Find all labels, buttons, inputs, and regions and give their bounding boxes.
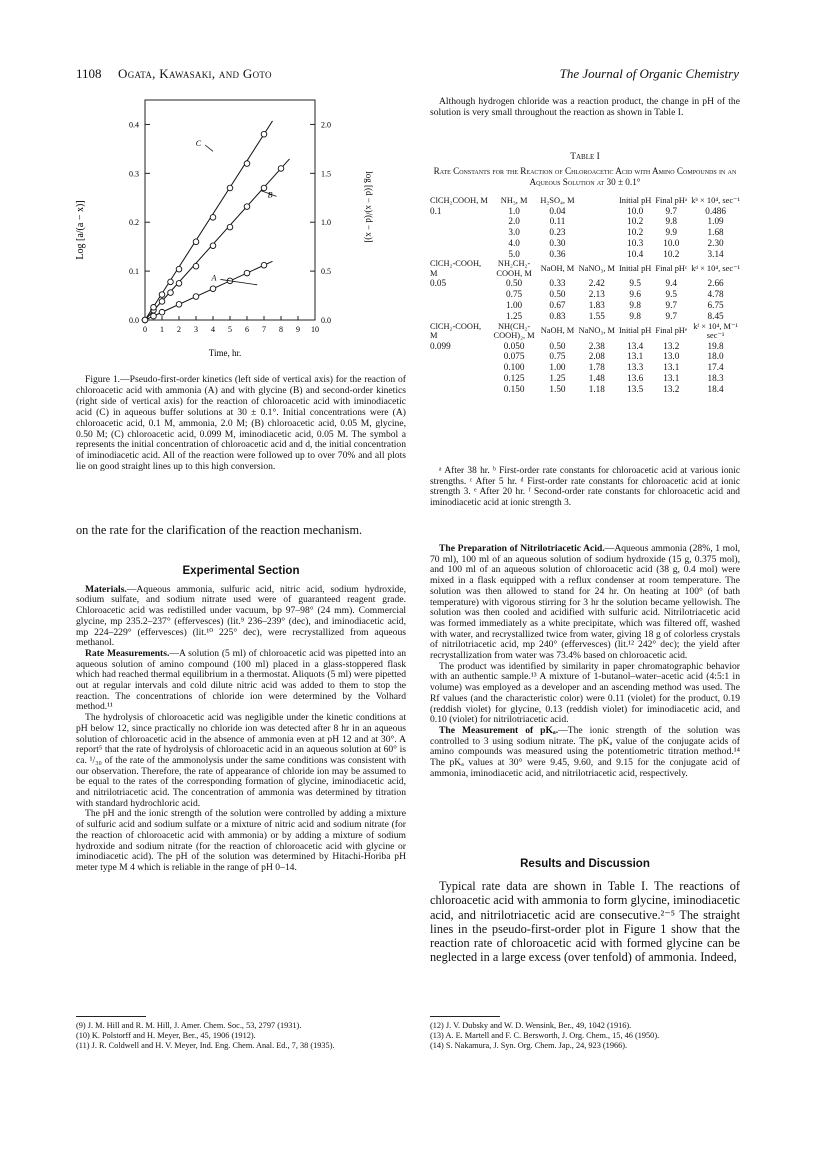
ph-paragraph <box>76 809 406 873</box>
x-tick-label: 6 <box>245 325 249 334</box>
table-cell: 18.4 <box>707 383 724 394</box>
header-cell: Final pHᶜ <box>655 264 688 274</box>
header-cell: ClCH₂-COOH, M <box>430 259 482 278</box>
data-point-C <box>227 185 233 191</box>
table-cell: 9.8 <box>629 310 641 321</box>
table-footnotes <box>430 466 740 508</box>
data-point-C <box>176 266 182 272</box>
table-cell <box>428 227 490 238</box>
left-tick-label: 0.3 <box>129 169 139 179</box>
table-cell: 2.66 <box>707 278 724 289</box>
table-cell: 9.5 <box>629 278 641 289</box>
table-cell: 4.78 <box>707 289 724 300</box>
table-cell: 13.3 <box>627 362 644 373</box>
table-cell: 1.18 <box>588 383 605 394</box>
right-references <box>430 1021 740 1051</box>
data-point-B <box>168 290 174 296</box>
reference-10: (10) K. Polstorff and H. Meyer, Ber., 45, 1906 (1912). <box>76 1031 256 1040</box>
nta-paragraph <box>430 544 740 662</box>
table-cell: 2.42 <box>588 278 605 289</box>
table-cell: 9.7 <box>665 310 677 321</box>
table-cell: 10.3 <box>627 237 644 248</box>
right-intro <box>430 97 740 118</box>
results-section <box>430 857 740 964</box>
rate-lead: Rate Measurements. <box>85 647 170 659</box>
table-cell: 0.30 <box>549 237 566 248</box>
table-cell: 9.7 <box>665 205 677 216</box>
header-cell: NH₂CH₂-COOH, M <box>496 259 532 278</box>
page-number: 1108 <box>76 66 102 81</box>
table-cell <box>577 216 617 227</box>
leader-line-A <box>220 279 257 284</box>
table-cell: 3.0 <box>508 227 520 238</box>
table-cell: 13.1 <box>663 362 680 373</box>
table-cell: 0.33 <box>549 278 566 289</box>
table-cell: 0.100 <box>503 362 525 373</box>
table-cell: 0.075 <box>503 351 525 362</box>
table-cell: 13.2 <box>663 340 680 351</box>
rate-constants-table <box>428 196 742 395</box>
table-cell: 17.4 <box>707 362 724 373</box>
figure-caption-text: Figure 1.—Pseudo-first-order kinetics (left side of vertical axis) for the reaction of chloroacetic acid with ammonia (A) and with glycine (B) and second-order kinetics (right side of vertical axis) for the reaction of chloroacetic acid with iminodiacetic acid (C) in aqueous buffer solutions at 30 ± 0.1°. Initial concentrations were (A) chloroacetic acid, 0.1 M, ammonia, 2.0 M; (B) chloroacetic acid, 0.05 M, glycine, 0.50 M; (C) chloroacetic acid, 0.099 M, iminodiacetic acid, 0.05 M. The symbol a represents the initial concentration of chloroacetic acid and d, the initial concentration of iminodiacetic acid. All of the reaction were followed up to over 70% and all plots lie on good straight lines up to this high conversion. <box>76 374 406 473</box>
continuation-text: on the rate for the clarification of the reaction mechanism. <box>76 523 363 537</box>
table-cell: 1.0 <box>508 205 520 216</box>
table-cell: 10.0 <box>627 205 644 216</box>
table-cell <box>428 373 490 384</box>
table-cell: 13.4 <box>627 340 644 351</box>
table-notes-text: ᵃ After 38 hr. ᵇ First-order rate constants for chloroacetic acid at various ionic strengths. ᶜ After 5 hr. ᵈ First-order rate constants for chloroacetic acid at ionic strength 3. ᵉ After 20 hr. ᶠ Second-order rate constants for chloroacetic acid and iminodiacetic acid at ionic strength 3. <box>430 466 740 508</box>
table-cell: 9.9 <box>665 227 677 238</box>
left-tick-label: 0.2 <box>129 218 139 228</box>
rate-paragraph <box>76 649 406 713</box>
table-cell: 2.08 <box>588 351 605 362</box>
table-cell: 10.2 <box>627 216 644 227</box>
materials-lead: Materials. <box>85 583 127 595</box>
table-cell: 0.67 <box>549 300 566 311</box>
table-cell <box>428 249 490 260</box>
table-cell: 9.7 <box>665 300 677 311</box>
table-cell: 9.8 <box>629 300 641 311</box>
table-row <box>428 300 742 311</box>
table-cell: 6.75 <box>707 300 724 311</box>
table-row <box>428 341 742 352</box>
table-cell: 0.11 <box>549 216 566 227</box>
table-cell: 13.6 <box>627 373 644 384</box>
series-line-B <box>145 159 290 320</box>
x-tick-label: 2 <box>177 325 181 334</box>
header-cell: NH(CH₂-COOH)₂, M <box>493 321 535 341</box>
data-point-C <box>210 215 216 221</box>
experimental-section <box>76 566 406 874</box>
table-cell: 9.6 <box>629 289 641 300</box>
x-tick-label: 1 <box>160 325 164 334</box>
right-experimental <box>430 544 740 779</box>
table-row <box>428 384 742 395</box>
table-cell: 13.1 <box>627 351 644 362</box>
header-cell: kᵈ × 10⁴, sec⁻¹ <box>691 264 740 274</box>
table-cell: 9.8 <box>665 216 677 227</box>
right-tick-label: 0.0 <box>321 316 331 325</box>
table-cell <box>428 300 490 311</box>
header-cell: ClCH₂-COOH, M <box>430 321 482 341</box>
table-cell: 0.83 <box>549 310 566 321</box>
table-row <box>428 289 742 300</box>
table-cell <box>428 384 490 395</box>
right-axis-label: log [(d − x)/(d − x)] <box>364 171 374 243</box>
table-cell: 1.83 <box>588 300 605 311</box>
table-cell: 2.13 <box>588 289 605 300</box>
leader-line-C <box>205 145 213 151</box>
header-cell: NaOH, M <box>540 326 575 336</box>
reference-12: (12) J. V. Dubsky and W. D. Wensink, Ber., 49, 1042 (1916). <box>430 1021 632 1030</box>
table-cell: 10.0 <box>663 237 680 248</box>
table-cell: 1.00 <box>506 300 523 311</box>
header-cell: NH₃, M <box>500 196 528 205</box>
data-point-B <box>227 224 233 230</box>
table-cell: 0.23 <box>549 227 566 238</box>
reference-11: (11) J. R. Coldwell and H. V. Meyer, Ind. Eng. Chem. Anal. Ed., 7, 38 (1935). <box>76 1041 335 1050</box>
x-tick-label: 8 <box>279 325 283 334</box>
data-point-A <box>193 294 199 300</box>
left-tick-label: 0.1 <box>129 267 139 277</box>
table-cell: 2.30 <box>707 237 724 248</box>
table-cell: 8.45 <box>707 310 724 321</box>
header-cell: NaNO₃, M <box>578 326 615 336</box>
data-point-B <box>244 204 250 210</box>
table-header-row <box>428 196 742 206</box>
right-tick-label: 1.5 <box>321 169 331 179</box>
table-cell: 0.486 <box>705 205 726 216</box>
x-axis-label: Time, hr. <box>208 348 242 358</box>
table-row <box>428 227 742 238</box>
ph-text: The pH and the ionic strength of the solution were controlled by adding a mixture of sulfuric acid and sodium sulfate or a mixture of nitric acid and sodium nitrate (for the reaction of chloroacetic acid with ammonia) or by adding a mixture of sodium hydroxide and sodium nitrate (for the reaction of chloroacetic acid with glycine or iminodiacetic acid). The pH of the solution was determined by Hitachi-Horiba pH meter type M 4 which is reliable in the range of pH 0–14. <box>76 808 406 873</box>
table-cell: 0.50 <box>549 289 566 300</box>
x-tick-label: 4 <box>211 325 215 334</box>
table-cell <box>577 227 617 238</box>
table-cell: 1.09 <box>707 216 724 227</box>
rate-text: —A solution (5 ml) of chloroacetic acid was pipetted into an aqueous solution of amino compound (100 ml) placed in a glass-stoppered flask which had reached thermal equilibrium in a thermostat. Aliquots (5 ml) were pipetted out at regular intervals and cold dilute nitric acid was added to them to stop the reaction. The concentrations of chloride ion were determined by the Volhard method.¹¹ <box>76 647 406 713</box>
table-cell: 1.48 <box>588 373 605 384</box>
table-cell <box>428 362 490 373</box>
table-cell: 1.00 <box>549 362 566 373</box>
data-point-C <box>142 317 148 323</box>
table-cell <box>577 238 617 249</box>
table-cell: 0.05 <box>430 278 447 289</box>
table-cell: 0.1 <box>430 205 442 216</box>
header-cell: NaNO₃, M <box>578 264 615 274</box>
table-cell: 1.78 <box>588 362 605 373</box>
series-label-A: A <box>211 273 217 283</box>
x-tick-label: 7 <box>262 325 266 334</box>
right-tick-label: 0.5 <box>321 267 331 277</box>
table-cell: 0.050 <box>503 340 525 351</box>
table-cell: 18.0 <box>707 351 724 362</box>
table-cell <box>428 238 490 249</box>
header-cell: NaOH, M <box>540 264 575 274</box>
data-point-A <box>176 302 182 308</box>
nta-lead: The Preparation of Nitrilotriacetic Acid. <box>439 543 605 554</box>
table-cell: 10.2 <box>663 248 680 259</box>
x-tick-label: 5 <box>228 325 232 334</box>
data-point-C <box>151 304 157 310</box>
table-cell: 1.55 <box>588 310 605 321</box>
table-cell: 9.4 <box>665 278 677 289</box>
table-cell: 2.38 <box>588 340 605 351</box>
results-heading: Results and Discussion <box>520 858 650 870</box>
data-point-C <box>244 161 250 167</box>
table-cell: 10.4 <box>627 248 644 259</box>
header-cell: H₂SO₄, M <box>540 196 575 205</box>
data-point-A <box>261 262 267 268</box>
table-cell: 0.150 <box>503 383 525 394</box>
table-row <box>428 311 742 322</box>
table-cell: 5.0 <box>508 248 520 259</box>
table-caption: Rate Constants for the Reaction of Chloroacetic Acid with Amino Compounds in an Aqueous Solution at 30 ± 0.1° <box>433 166 737 187</box>
series-label-C: C <box>195 139 202 148</box>
table-cell: 0.75 <box>506 289 523 300</box>
table-cell: 1.50 <box>549 383 566 394</box>
table-cell: 0.125 <box>503 373 525 384</box>
table-cell: 0.099 <box>430 340 451 351</box>
reference-14: (14) S. Nakamura, J. Syn. Org. Chem. Jap., 24, 923 (1966). <box>430 1041 628 1050</box>
table-cell: 13.5 <box>627 383 644 394</box>
table-cell: 19.8 <box>707 340 724 351</box>
table-cell <box>577 206 617 217</box>
figure-1-chart <box>70 95 390 360</box>
x-tick-label: 10 <box>311 325 319 334</box>
table-cell: 0.04 <box>549 205 566 216</box>
data-point-C <box>168 279 174 285</box>
left-axis-label: Log [a/(a − x)] <box>75 200 86 260</box>
header-cell: Final pHᵉ <box>655 326 688 336</box>
table-cell <box>428 311 490 322</box>
journal-title: The Journal of Organic Chemistry <box>559 66 739 81</box>
header-cell: Initial pH <box>619 326 652 336</box>
product-text: The product was identified by similarity in paper chromatographic behavior with an authentic sample.¹³ A mixture of 1-butanol–water–acetic acid (4:5:1 in volume) was employed as a developer and an ascending method was used. The Rf values (and the characteristic color) were 0.11 (violet) for the product, 0.19 (reddish violet) for glycine, 0.13 (reddish violet) for iminodiacetic acid, and 0.10 (violet) for nitrilotriacetic acid. <box>430 660 740 726</box>
left-tick-label: 0.0 <box>129 316 139 325</box>
product-paragraph <box>430 662 740 726</box>
table-cell: 0.75 <box>549 351 566 362</box>
footnote-rule-left <box>76 1016 146 1017</box>
reference-9: (9) J. M. Hill and R. M. Hill, J. Amer. Chem. Soc., 53, 2797 (1931). <box>76 1021 302 1030</box>
x-tick-label: 3 <box>194 325 198 334</box>
data-point-B <box>210 243 216 249</box>
data-point-C <box>261 131 267 137</box>
table-cell: 2.0 <box>508 216 520 227</box>
data-point-B <box>159 299 165 305</box>
reference-13: (13) A. E. Martell and F. C. Bersworth, J. Org. Chem., 15, 46 (1950). <box>430 1031 660 1040</box>
data-point-A <box>159 309 165 315</box>
materials-paragraph <box>76 585 406 649</box>
table-row <box>428 362 742 373</box>
data-point-B <box>261 185 267 191</box>
series-label-B: B <box>267 190 273 200</box>
nta-text: —Aqueous ammonia (28%, 1 mol, 70 ml), 100 ml of an aqueous solution of sodium hydroxide (15 g, 0.375 mol), and 100 ml of an aqueous solution of chloroacetic acid (38 g, 0.4 mol) were mixed in a flask equipped with a reflux condenser at room temperature. The solution was then allowed to stand for 24 hr. On heating at 100° (of bath temperature) with vigorous stirring for 3 hr the solution became yellowish. The solution was then cooled and acidified with sulfuric acid. Nitrilotriacetic acid was formed immediately as a white precipitate, which was filtered off, washed with water, and recrystallized twice from water, giving 18 g of colorless crystals of nitrilotriacetic acid, mp 240° (effervesces) (lit.¹² 242° dec); the yield after recrystallization from water was 73.4% based on chloroacetic acid. <box>430 543 741 662</box>
data-point-A <box>151 313 157 319</box>
table-header-row <box>428 259 742 278</box>
experimental-heading: Experimental Section <box>182 565 300 577</box>
right-tick-label: 2.0 <box>321 120 331 130</box>
header-cell: kᵇ × 10⁴, sec⁻¹ <box>691 196 740 205</box>
header-cell: kᶠ × 10⁴, M⁻¹ sec⁻¹ <box>693 321 738 341</box>
table-cell: 1.25 <box>549 373 566 384</box>
header-cell: ClCH₂COOH, M <box>430 196 488 205</box>
right-tick-label: 1.0 <box>321 218 331 228</box>
figure-caption <box>76 375 406 473</box>
materials-text: —Aqueous ammonia, sulfuric acid, nitric acid, sodium hydroxide, sodium sulfate, and sodium nitrate used were of guaranteed reagent grade. Chloroacetic acid was redistilled under vacuum, bp 97–98° (24 mm). Commercial glycine, mp 235.2–237° (effervesces) (lit.⁹ 236–239° (dec), and iminodiacetic acid, mp 224–229° (effervesces) (lit.¹⁰ 225° dec), were recrystallized from aqueous methanol. <box>76 583 406 649</box>
hydrolysis-text: The hydrolysis of chloroacetic acid was negligible under the kinetic conditions at pH below 12, since practically no chloride ion was detected after 8 hr in an aqueous solution of chloroacetic acid in the absence of ammonia even at pH 12 and at 30°. A report⁵ that the rate of hydrolysis of chloroacetic acid in an aqueous solution at 60° is ca. ¹/₃₀ of the rate of the ammonolysis under the same conditions was consistent with our observation. Therefore, the rate of appearance of chloride ion may be assumed to be equal to the rates of the corresponding formation of glycine, iminodiacetic acid, and nitrilotriacetic acid. The concentration of ammonia was determined by titration with standard hydrochloric acid. <box>76 712 406 809</box>
table-cell: 0.50 <box>506 278 523 289</box>
table-cell: 4.0 <box>508 237 520 248</box>
table-row <box>428 216 742 227</box>
pka-paragraph <box>430 726 740 780</box>
results-text: Typical rate data are shown in Table I. The reactions of chloroacetic acid with ammonia to form glycine, iminodiacetic acid, and nitrilotriacetic acid are consecutive.²⁻⁵ The straight lines in the pseudo-first-order plot in Figure 1 show that the reaction rate of chloroacetic acid with formed glycine can be neglected in a large excess (over tenfold) of ammonia. Indeed, <box>430 879 740 965</box>
data-point-A <box>210 286 216 292</box>
data-point-B <box>278 166 284 172</box>
table-cell: 0.36 <box>549 248 566 259</box>
table-title: Table I <box>570 152 600 162</box>
table-cell: 3.14 <box>707 248 724 259</box>
data-point-C <box>159 292 165 298</box>
left-tick-label: 0.4 <box>129 120 139 130</box>
table-cell: 13.1 <box>663 373 680 384</box>
table-cell: 0.50 <box>549 340 566 351</box>
footnote-rule-right <box>430 1016 500 1017</box>
pka-text: —The ionic strength of the solution was controlled to 3 using sodium nitrate. The pKₐ value of the conjugate acids of amino compounds was measured using the potentiometric titration method.¹⁴ The pKₐ values at 30° were 9.45, 9.60, and 9.15 for the conjugate acid of ammonia, iminodiacetic acid, and nitrilotriacetic acid, respectively. <box>430 724 740 779</box>
table-row <box>428 238 742 249</box>
table-cell <box>428 216 490 227</box>
table-cell: 13.0 <box>663 351 680 362</box>
header-cell: Final pHᵃ <box>655 196 688 205</box>
left-references <box>76 1021 406 1051</box>
table-row <box>428 373 742 384</box>
table-row <box>428 351 742 362</box>
left-continuation <box>76 523 406 537</box>
plot-frame <box>145 100 315 320</box>
data-point-B <box>176 281 182 287</box>
table-cell: 1.68 <box>707 227 724 238</box>
table-cell <box>428 289 490 300</box>
table-row <box>428 206 742 217</box>
data-point-C <box>193 239 199 245</box>
running-authors: Ogata, Kawasaki, and Goto <box>118 66 272 81</box>
header-cell: Initial pH <box>619 196 652 205</box>
data-point-A <box>244 270 250 276</box>
table-cell <box>428 351 490 362</box>
header-cell: Initial pH <box>619 264 652 274</box>
table-cell <box>577 249 617 260</box>
table-cell: 18.3 <box>707 373 724 384</box>
table-cell: 1.25 <box>506 310 523 321</box>
x-tick-label: 0 <box>143 325 147 334</box>
table-cell: 13.2 <box>663 383 680 394</box>
table-header-row <box>428 322 742 341</box>
intro-text: Although hydrogen chloride was a reaction product, the change in pH of the solution is very small throughout the reaction as shown in Table I. <box>430 96 740 118</box>
pka-lead: The Measurement of pKₐ. <box>439 724 559 736</box>
table-row <box>428 278 742 289</box>
data-point-B <box>193 263 199 269</box>
table-row <box>428 249 742 260</box>
table-cell: 10.2 <box>627 227 644 238</box>
table-cell: 9.5 <box>665 289 677 300</box>
x-tick-label: 9 <box>296 325 300 334</box>
hydrolysis-paragraph <box>76 713 406 809</box>
